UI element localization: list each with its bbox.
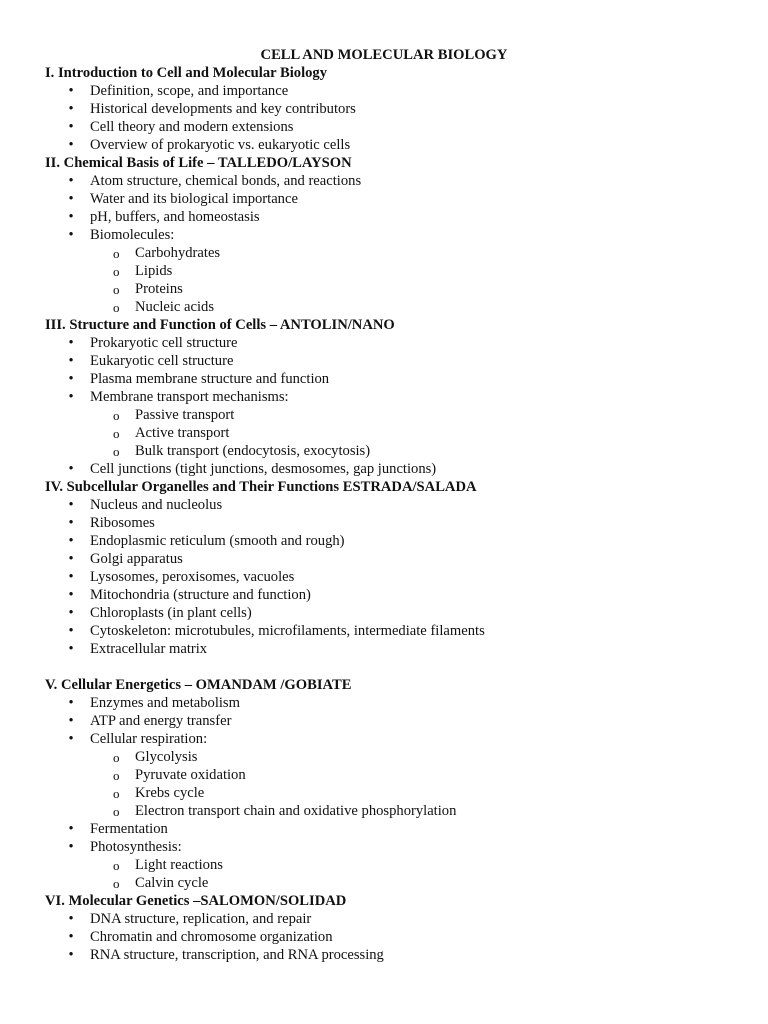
circle-bullet-icon: o: [113, 246, 120, 261]
list-item-text: Membrane transport mechanisms:: [90, 389, 289, 405]
list-item-text: Enzymes and metabolism: [90, 695, 240, 711]
list-item: [45, 605, 768, 623]
bullet-icon: •: [68, 929, 74, 945]
list-item: [45, 623, 768, 641]
section-heading: II. Chemical Basis of Life – TALLEDO/LAYSON: [45, 155, 352, 171]
circle-bullet-icon: o: [113, 804, 120, 819]
sub-list-item-text: Light reactions: [135, 857, 223, 873]
list-item: [45, 191, 768, 209]
list-item: [45, 173, 768, 191]
bullet-icon: •: [68, 353, 74, 369]
sub-list: [90, 749, 768, 821]
list-item-text: Overview of prokaryotic vs. eukaryotic cells: [90, 137, 351, 153]
list-item: [45, 695, 768, 713]
sub-list-item-text: Lipids: [135, 263, 173, 279]
sub-list-item-text: Electron transport chain and oxidative phosphorylation: [135, 803, 457, 819]
list-item-text: Eukaryotic cell structure: [90, 353, 234, 369]
sub-list-item-text: Carbohydrates: [135, 245, 221, 261]
bullet-icon: •: [68, 569, 74, 585]
bullet-icon: •: [68, 695, 74, 711]
list-item: [45, 461, 768, 479]
bullet-icon: •: [68, 947, 74, 963]
sub-list-item: [90, 749, 768, 767]
list-item-text: RNA structure, transcription, and RNA processing: [90, 947, 384, 963]
circle-bullet-icon: o: [113, 750, 120, 765]
list-item: [45, 119, 768, 137]
bullet-icon: •: [68, 713, 74, 729]
circle-bullet-icon: o: [113, 768, 120, 783]
list-item-text: Lysosomes, peroxisomes, vacuoles: [90, 569, 295, 585]
list-item-text: pH, buffers, and homeostasis: [90, 209, 260, 225]
list-item-text: Endoplasmic reticulum (smooth and rough): [90, 533, 345, 549]
bullet-icon: •: [68, 101, 74, 117]
sub-list-item: [90, 407, 768, 425]
bullet-icon: •: [68, 335, 74, 351]
sub-list-item: [90, 767, 768, 785]
list-item-text: Plasma membrane structure and function: [90, 371, 330, 387]
list-item: [45, 83, 768, 101]
list-item-text: Historical developments and key contributors: [90, 101, 356, 117]
circle-bullet-icon: o: [113, 876, 120, 891]
circle-bullet-icon: o: [113, 426, 120, 441]
bullet-icon: •: [68, 83, 74, 99]
sub-list-item-text: Pyruvate oxidation: [135, 767, 246, 783]
circle-bullet-icon: o: [113, 786, 120, 801]
list-item: [45, 533, 768, 551]
bullet-icon: •: [68, 497, 74, 513]
sub-list-item-text: Krebs cycle: [135, 785, 205, 801]
list-item: [45, 911, 768, 929]
list-item: [45, 947, 768, 965]
list-item: [45, 551, 768, 569]
list-item-text: Cell theory and modern extensions: [90, 119, 294, 135]
circle-bullet-icon: o: [113, 444, 120, 459]
sub-list-item: [90, 875, 768, 893]
list-item: [45, 731, 768, 821]
list-item: [45, 101, 768, 119]
list-item: [45, 929, 768, 947]
sub-list-item: [90, 263, 768, 281]
list-item-text: Photosynthesis:: [90, 839, 182, 855]
list-item: [45, 227, 768, 317]
list-item-text: Ribosomes: [90, 515, 155, 531]
sub-list-item: [90, 443, 768, 461]
list-item: [45, 821, 768, 839]
sub-list-item: [90, 803, 768, 821]
list-item: [45, 137, 768, 155]
list-item-text: Golgi apparatus: [90, 551, 183, 567]
circle-bullet-icon: o: [113, 408, 120, 423]
sub-list-item: [90, 425, 768, 443]
list-item: [45, 515, 768, 533]
list-item: [45, 641, 768, 659]
sub-list-item-text: Bulk transport (endocytosis, exocytosis): [135, 443, 371, 459]
list-item-text: Prokaryotic cell structure: [90, 335, 238, 351]
sub-list-item: [90, 785, 768, 803]
circle-bullet-icon: o: [113, 282, 120, 297]
section-heading: III. Structure and Function of Cells – ANTOLIN/NANO: [45, 317, 395, 333]
list-item-text: DNA structure, replication, and repair: [90, 911, 312, 927]
sub-list: [90, 245, 768, 317]
circle-bullet-icon: o: [113, 858, 120, 873]
section-heading: VI. Molecular Genetics –SALOMON/SOLIDAD: [45, 893, 347, 909]
list-item: [45, 335, 768, 353]
section-heading: V. Cellular Energetics – OMANDAM /GOBIATE: [45, 677, 352, 693]
sub-list-item-text: Glycolysis: [135, 749, 198, 765]
blank-line: [45, 659, 768, 677]
bullet-icon: •: [68, 119, 74, 135]
list-item: [45, 587, 768, 605]
bullet-icon: •: [68, 227, 74, 243]
list-item-text: Cellular respiration:: [90, 731, 208, 747]
bullet-icon: •: [68, 173, 74, 189]
sub-list-item-text: Proteins: [135, 281, 183, 297]
list-item: [45, 353, 768, 371]
sub-list-item-text: Calvin cycle: [135, 875, 209, 891]
bullet-list: [45, 497, 768, 659]
bullet-icon: •: [68, 551, 74, 567]
bullet-icon: •: [68, 137, 74, 153]
list-item-text: Definition, scope, and importance: [90, 83, 289, 99]
list-item: [45, 209, 768, 227]
list-item: [45, 713, 768, 731]
list-item-text: Cytoskeleton: microtubules, microfilaments, intermediate filaments: [90, 623, 485, 639]
bullet-icon: •: [68, 533, 74, 549]
circle-bullet-icon: o: [113, 264, 120, 279]
bullet-icon: •: [68, 605, 74, 621]
list-item: [45, 389, 768, 461]
bullet-icon: •: [68, 911, 74, 927]
bullet-icon: •: [68, 389, 74, 405]
section-heading: IV. Subcellular Organelles and Their Functions ESTRADA/SALADA: [45, 479, 477, 495]
sub-list-item: [90, 245, 768, 263]
sub-list-item: [90, 281, 768, 299]
bullet-icon: •: [68, 731, 74, 747]
bullet-list: [45, 173, 768, 317]
bullet-icon: •: [68, 641, 74, 657]
list-item-text: Fermentation: [90, 821, 168, 837]
outline: [45, 65, 768, 965]
bullet-list: [45, 83, 768, 155]
list-item-text: Extracellular matrix: [90, 641, 208, 657]
list-item-text: Nucleus and nucleolus: [90, 497, 223, 513]
bullet-icon: •: [68, 587, 74, 603]
list-item-text: Water and its biological importance: [90, 191, 298, 207]
sub-list-item: [90, 299, 768, 317]
section-heading: I. Introduction to Cell and Molecular Biology: [45, 65, 328, 81]
sub-list: [90, 407, 768, 461]
list-item-text: Chloroplasts (in plant cells): [90, 605, 252, 621]
document-title: CELL AND MOLECULAR BIOLOGY: [260, 47, 508, 63]
bullet-icon: •: [68, 515, 74, 531]
list-item-text: Biomolecules:: [90, 227, 175, 243]
list-item-text: Atom structure, chemical bonds, and reactions: [90, 173, 362, 189]
list-item-text: Cell junctions (tight junctions, desmosomes, gap junctions): [90, 461, 437, 477]
bullet-icon: •: [68, 461, 74, 477]
bullet-icon: •: [68, 821, 74, 837]
list-item: [45, 569, 768, 587]
sub-list-item-text: Passive transport: [135, 407, 235, 423]
list-item-text: Chromatin and chromosome organization: [90, 929, 333, 945]
bullet-icon: •: [68, 623, 74, 639]
bullet-icon: •: [68, 209, 74, 225]
sub-list-item: [90, 857, 768, 875]
bullet-icon: •: [68, 371, 74, 387]
list-item-text: Mitochondria (structure and function): [90, 587, 311, 603]
list-item-text: ATP and energy transfer: [90, 713, 232, 729]
sub-list-item-text: Active transport: [135, 425, 230, 441]
bullet-icon: •: [68, 191, 74, 207]
list-item: [45, 839, 768, 893]
sub-list: [90, 857, 768, 893]
bullet-list: [45, 695, 768, 893]
circle-bullet-icon: o: [113, 300, 120, 315]
bullet-icon: •: [68, 839, 74, 855]
bullet-list: [45, 911, 768, 965]
bullet-list: [45, 335, 768, 479]
list-item: [45, 371, 768, 389]
sub-list-item-text: Nucleic acids: [135, 299, 215, 315]
list-item: [45, 497, 768, 515]
